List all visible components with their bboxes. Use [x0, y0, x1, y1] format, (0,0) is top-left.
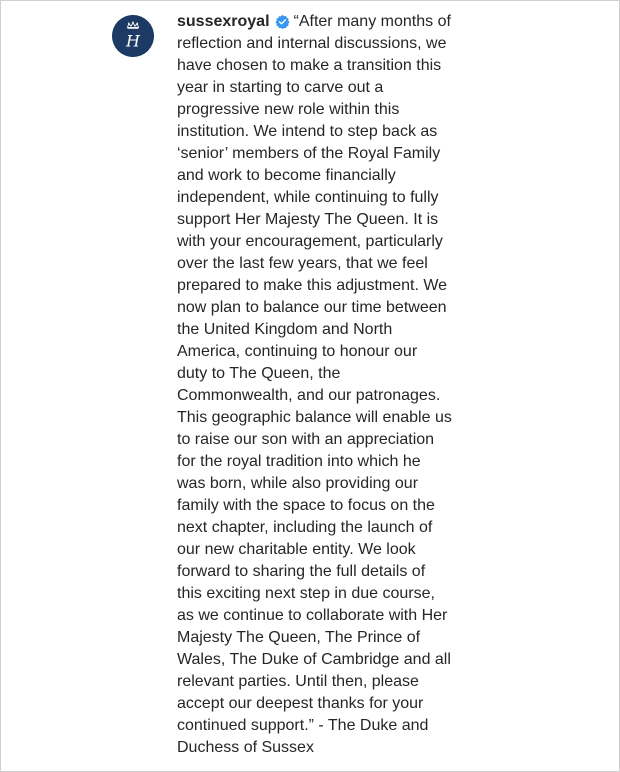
profile-avatar[interactable]	[112, 15, 154, 57]
crowned-monogram-h-icon	[112, 15, 154, 57]
verified-badge-icon	[275, 14, 290, 29]
post-caption	[177, 11, 497, 759]
caption-text: “After many months of reflection and internal discussions, we have chosen to make a transition this year in starting to carve out a progressive new role within this institution. We intend to step back as ‘senior’ members of the Royal Family and work to become financially independent, while continuing to fully support Her Majesty The Queen. It is with your encouragement, particularly over the last few years, that we feel prepared to make this adjustment. We now plan to balance our time between the United Kingdom and North America, continuing to honour our duty to The Queen, the Commonwealth, and our patronages. This geographic balance will enable us to raise our son with an appreciation for the royal tradition into which he was born, while also providing our family with the space to focus on the next chapter, including the launch of our new charitable entity. We look forward to sharing the full details of this exciting next step in due course, as we continue to collaborate with Her Majesty The Queen, The Prince of Wales, The Duke of Cambridge and all relevant parties. Until then, please accept our deepest thanks for your continued support.” - The Duke and Duchess of Sussex	[177, 13, 452, 756]
username-link[interactable]: sussexroyal	[177, 13, 270, 30]
monogram-letter: H	[126, 31, 140, 51]
